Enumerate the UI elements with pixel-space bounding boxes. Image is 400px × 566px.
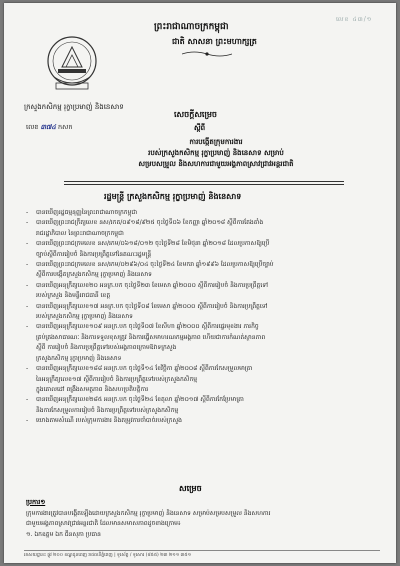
decision-subject	[96, 137, 336, 170]
preamble-line: ក្នុងគោលដៅ ពង្រឹងសមត្ថភាព និងសហប្រតិបត្តិការ	[36, 385, 149, 393]
article-line: ជាមួយអង្គភាពស្រាវជ្រាវអន្តរជាតិ ដែលមានសមាសភាពដូចខាងក្រោម៖	[26, 520, 181, 528]
article-line: ១. ឯកឧត្តម ឯក ធីនសុភា ប្រធាន	[26, 530, 101, 538]
minister-title: រដ្ឋមន្ត្រី ក្រសួងកសិកម្ម រុក្ខាប្រមាញ់ និងនេសាទ	[104, 192, 242, 201]
preamble-line: - បានឃើញព្រះរាជក្រឹត្យលេខ នស/រកត/០៩១៨/៩២៥ ចុះថ្ងៃទី០៦ ខែកញ្ញា ឆ្នាំ២០១៨ ស្តីពីការតែងតាំង	[26, 219, 264, 227]
reference-value: ៣៧៤	[40, 123, 56, 131]
preamble-line: ក្រសួងកសិកម្ម រុក្ខាប្រមាញ់ និងនេសាទ	[36, 354, 122, 362]
ministry-name: ក្រសួងកសិកម្ម រុក្ខាប្រមាញ់ និងនេសាទ	[24, 103, 124, 111]
preamble-line: - បានឃើញព្រះរាជក្រមលេខ នស/រកម/០២៩៦/០៤ ចុះថ្ងៃទី២៤ ខែមករា ឆ្នាំ១៩៩៦ ដែលប្រកាសឱ្យប្រើច្បាប់	[26, 261, 274, 269]
preamble-line: ស្តីពី ការរៀបចំ និងការប្រព្រឹត្តទៅរបស់អង្គភាពក្រោមឱវាទក្រសួង	[36, 344, 177, 352]
handwritten-note: លេខ ៤៣/១	[336, 16, 373, 23]
reference-number	[26, 123, 73, 133]
preamble-line: ច្បាប់ស្តីពីការរៀបចំ និងការប្រព្រឹត្តទៅនៃគណៈរដ្ឋមន្ត្រី	[36, 250, 152, 258]
preamble-line: - បានឃើញអនុក្រឹត្យលេខ២០ អនក្រ.បក ចុះថ្ងៃទី២៣ ខែមេសា ឆ្នាំ២០០០ ស្តីពីការរៀបចំ និងការប្រព្រឹត្តទៅ	[26, 281, 268, 289]
kingdom-heading: ព្រះរាជាណាចក្រកម្ពុជា	[154, 22, 229, 32]
about-label: ស្តីពី	[194, 124, 206, 132]
divider	[64, 181, 344, 182]
preamble-line: - បានឃើញអនុក្រឹត្យលេខ១៧ អនក្រ.បក ចុះថ្ងៃទី០៨ ខែមេសា ឆ្នាំ២០០០ ស្តីពីការរៀបចំ និងការប្រព្រឹត្តទៅ	[26, 302, 268, 310]
ministry-emblem-icon	[44, 33, 100, 93]
national-motto: ជាតិ សាសនា ព្រះមហាក្សត្រ	[172, 36, 257, 46]
page-footer: អាសយដ្ឋាន៖ ផ្លូវ ២០០ ខណ្ឌដូនពេញ រាជធានីភ្នំពេញ | ទូរស័ព្ទ / ទូរសារ (៨៥៥) ២៣ ២១១ ៣៥១	[24, 550, 380, 559]
preamble-line: - បានឃើញអនុក្រឹត្យលេខ១៨៨ អនក្រ.បក ចុះថ្ងៃទី១៤ ខែវិច្ឆិកា ឆ្នាំ២០០៨ ស្តីពីការកែសម្រួលមាត្រា	[26, 365, 253, 373]
preamble-list	[26, 208, 376, 427]
subject-line: របស់ក្រសួងកសិកម្ម រុក្ខាប្រមាញ់ និងនេសាទ សម្រាប់	[148, 149, 284, 157]
preamble-line: ស្តីពីការបង្កើតក្រសួងកសិកម្ម រុក្ខាប្រមាញ់ និងនេសាទ	[36, 271, 152, 279]
preamble-line: និងការកែសម្រួលការរៀបចំ និងការប្រព្រឹត្តទៅរបស់ក្រសួងកសិកម្ម	[36, 406, 179, 414]
reference-prefix: លេខ	[26, 123, 39, 131]
preamble-line: - បានឃើញរដ្ឋធម្មនុញ្ញនៃព្រះរាជាណាចក្រកម្ពុជា	[26, 209, 138, 216]
preamble-line: របស់ក្រសួង និងមន្ទីររាជធានី ខេត្ត	[36, 292, 111, 300]
document-page	[4, 3, 396, 563]
preamble-line: - បានឃើញព្រះរាជក្រមលេខ នស/រកម/០៦១៨/០១២ ចុះថ្ងៃទី២៨ ខែមិថុនា ឆ្នាំ២០១៨ ដែលប្រកាសឱ្យប្រើ	[26, 240, 270, 248]
article-1-body	[26, 509, 376, 540]
preamble-line: - បានឃើញអនុក្រឹត្យលេខ១០៩ អនក្រ.បក ចុះថ្ងៃទី០៧ ខែសីហា ឆ្នាំ២០០០ ស្តីពីការផ្ទេរមុខងារ ភារកិច្ច	[26, 323, 259, 331]
article-1-label: ប្រការ១	[26, 498, 46, 506]
subject-line: សម្របសម្រួល និងសហការជាមួយអង្គភាពស្រាវជ្រាវអន្តរជាតិ	[138, 160, 294, 168]
decides-heading: សម្រេច	[179, 484, 202, 493]
preamble-line: - យោងតាមសំណើ របស់ក្រុមការងារ និងតម្រូវការចាំបាច់របស់ក្រសួង	[26, 417, 182, 425]
preamble-line: - បានឃើញអនុក្រឹត្យលេខ២៨៥ អនក្រ.បក ចុះថ្ងៃទី២៤ ខែតុលា ឆ្នាំ២០១៧ ស្តីពីការកែប្រែមាត្រា	[26, 396, 244, 404]
ornament-divider-icon	[182, 50, 232, 58]
preamble-line: របស់ក្រសួងកសិកម្ម រុក្ខាប្រមាញ់ និងនេសាទ	[36, 313, 133, 321]
article-line: ក្រុមការងារត្រូវបានបង្កើតឡើងដោយក្រសួងកសិកម្ម រុក្ខាប្រមាញ់ និងនេសាទ សម្រាប់សម្របសម្រួល និងសហការ	[26, 510, 271, 517]
decision-title: សេចក្តីសម្រេច	[174, 110, 218, 119]
divider	[64, 184, 344, 185]
preamble-line: រាជរដ្ឋាភិបាល នៃព្រះរាជាណាចក្រកម្ពុជា	[36, 229, 124, 237]
preamble-line: គ្រប់គ្រងសាធារណៈ និងការទទួលខុសត្រូវ និងការធ្វើសមាហរណកម្មអង្គភាព ហើយជាការកំណត់ស្ថានភាព	[36, 333, 266, 341]
subject-line: ការបង្កើតក្រុមការងារ	[189, 138, 243, 146]
preamble-line: នៃអនុក្រឹត្យលេខ១៧ ស្តីពីការរៀបចំ និងការប្រព្រឹត្តទៅរបស់ក្រសួងកសិកម្ម	[36, 375, 198, 383]
reference-suffix: កសក	[58, 123, 73, 131]
